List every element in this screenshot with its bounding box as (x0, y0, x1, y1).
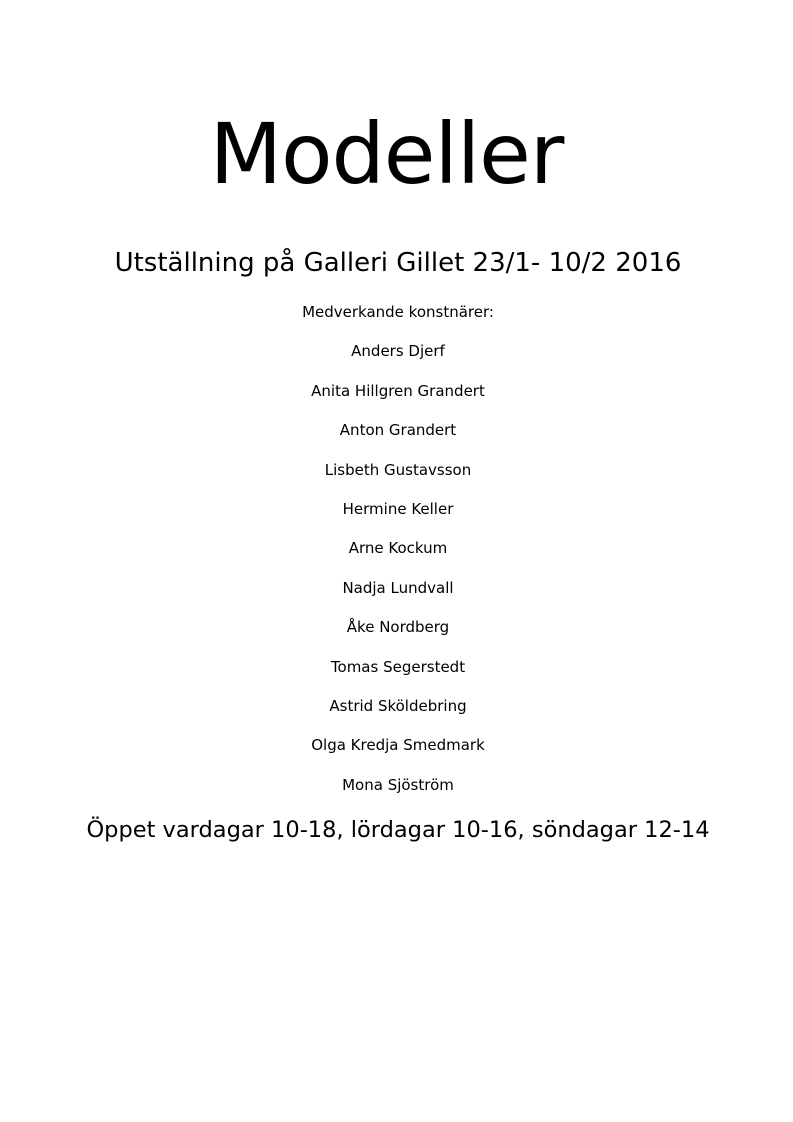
artist-name: Arne Kockum (348, 539, 448, 558)
artist-list (0, 300, 793, 812)
exhibition-subtitle: Utställning på Galleri Gillet 23/1- 10/2 2016 (114, 248, 682, 278)
document-title: Modeller (209, 105, 564, 203)
artists-heading: Medverkande konstnärer: (302, 303, 494, 321)
artist-name: Anton Grandert (339, 421, 457, 440)
artist-name: Olga Kredja Smedmark (311, 736, 485, 755)
opening-hours: Öppet vardagar 10-18, lördagar 10-16, söndagar 12-14 (86, 817, 710, 843)
artist-name: Nadja Lundvall (342, 578, 454, 597)
artist-name: Tomas Segerstedt (330, 657, 466, 676)
artist-name: Anders Djerf (351, 342, 445, 361)
artist-name: Anita Hillgren Grandert (311, 381, 485, 400)
artist-name: Mona Sjöström (342, 775, 454, 794)
artist-name: Astrid Sköldebring (329, 696, 467, 715)
artist-name: Hermine Keller (342, 499, 454, 518)
artist-name: Lisbeth Gustavsson (324, 460, 472, 479)
artist-name: Åke Nordberg (346, 618, 450, 637)
